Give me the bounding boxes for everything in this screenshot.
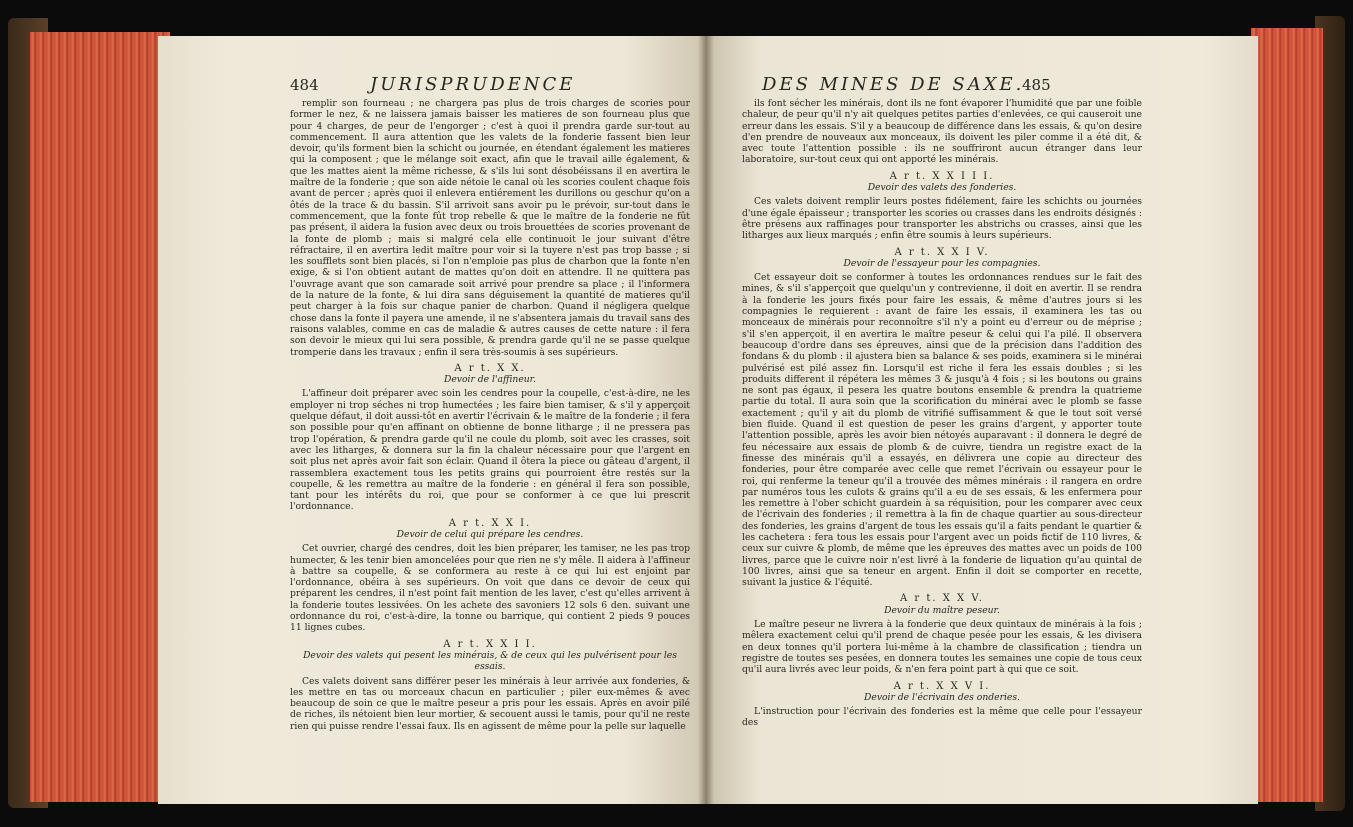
paragraph: Le maître peseur ne livrera à la fonderie que deux quintaux de minérais à la fois ; mêlera exactement celui qu'il prend de chaque pesée pour les essais, & les divisera en deux tonnes qu'il portera lui-même à la chambre de classification ; tiendra un registre de toutes ses pesées, en donnera toutes les semaines une copie de tous ceux qu'il aura livrés avec leur poids, & n'en fera point part à qui que ce soit. [742,619,1142,676]
left-page-content [290,74,690,732]
article-title: Devoir du maître peseur. [884,604,1000,616]
paragraph: Ces valets doivent remplir leurs postes fidélement, faire les schichts ou journées d'une égale épaisseur ; transporter les scories ou crasses dans les endroits désignés : être présens aux raffinages pour transporter les abstrichs ou crasses, ainsi que les litharges aux lieux marqués ; enfin être soumis à leurs supérieurs. [742,196,1142,242]
left-page [158,36,706,804]
page-edges-right [1251,28,1323,802]
page-number: 485 [1022,76,1051,94]
article-heading: A r t. X X V. [900,593,984,605]
right-page-content [742,74,1142,729]
paragraph: Cet essayeur doit se conformer à toutes les ordonnances rendues sur le fait des mines, & s'il s'apperçoit que quelqu'un y contrevienne, il doit en avertir. Il se rendra à la fonderie les jours fixés pour faire les essais, & même d'autres jours si les compagnies le requierent : avant de faire les essais, il examinera les tas ou monceaux de minérais pour reconnoître s'il n'y a point eu d'erreur ou de méprise ; s'il s'en apperçoit, il en avertira le maître peseur & celui qui l'a pilé. Il observera beaucoup d'ordre dans ses épreuves, ainsi que de la précision dans l'addition des fondans & du plomb : il ajustera bien sa balance & ses poids, examinera si le minérai pulvérisé est pilé assez fin. Lorsqu'il est riche il fera les essais doubles ; si les produits different il répétera les mêmes 3 & jusqu'à 4 fois ; si les boutons ou grains ne sont pas égaux, il pesera les quatre boutons ensemble & prendra la quatrieme partie du total. Il aura soin que la scorification du minérai avec le plomb se fasse exactement ; qu'il y ait du plomb de vitrifié suffisamment & que le tout soit versé bien fluide. Quand il est question de peser les grains d'argent, y apporter toute l'attention possible, après les avoir bien nétoyés auparavant : il donnera le degré de feu nécessaire aux essais de plomb & de cuivre, tiendra un registre exact de la finesse des minérais qu'il a essayés, en délivrera une copie au directeur des fonderies, pour être comparée avec celle que remet l'écrivain ou essayeur pour le roi, qui renferme la teneur qu'il a trouvée des mêmes minérais : il rangera en ordre par numéros tous les culots & grains qu'il a eu de ses essais, & les enfermera pour les remettre à l'ober schicht guardein à sa réquisition, pour les comparer avec ceux de l'écrivain des fonderies ; il remettra à la fin de chaque quartier au sous-directeur des fonderies, les grains d'argent de tous les essais qu'il a faits pendant le quartier & les cachetera : fera tous les essais pour l'argent avec un poids fictif de 110 livres, & ceux sur cuivre & plomb, de même que les épreuves des mattes avec un poids de 100 livres, parce que le cuivre noir n'est livré à la fonderie de liquation qu'au quintal de 100 livres, ainsi que sa teneur en argent. Enfin il doit se comporter en recette, suivant la justice & l'équité. [742,272,1142,589]
paragraph: L'affineur doit préparer avec soin les cendres pour la coupelle, c'est-à-dire, ne les employer ni trop séches ni trop humectées ; les faire bien tamiser, & s'il y apperçoit quelque défaut, il doit aussi-tôt en avertir l'écrivain & le maître de la fonderie ; il fera son possible pour qu'en affinant on obtienne de bonne litharge ; il ne pressera pas trop l'opération, & prendra garde qu'il ne coule du plomb, soit avec les crasses, soit avec les litharges, & donnera sur la fin la chaleur nécessaire pour que l'argent en soit plus net après avoir fait son éclair. Quand il ôtera la piece ou gâteau d'argent, il rassemblera exactement tous les petits grains qui pourroient être restés sur la coupelle, & les remettra au maître de la fonderie : en général il fera son possible, tant pour les intérêts du roi, que pour se conformer à ce que lui prescrit l'ordonnance. [290,388,690,513]
book-gutter [698,36,714,804]
paragraph: remplir son fourneau ; ne chargera pas plus de trois charges de scories pour former le nez, & ne laissera jamais baisser les matieres de son fourneau plus que pour 4 charges, de peur de l'engorger ; c'est à quoi il prendra garde sur-tout au commencement. Il aura attention que les valets de la fonderie fassent bien leur devoir, qu'ils forment bien la schicht ou journée, en étendant également les matieres qui la composent ; que le mélange soit exact, afin que le travail aille également, & que les mattes aient la même richesse, & s'ils lui sont désobéissans il en avertira le maître de la fonderie ; que son aide nétoie le canal où les scories coulent chaque fois avant de percer ; après quoi il enlevera entiérement les durillons ou geschur qu'on a ôtés de la trace & du bassin. S'il arrivoit sans avoir pu le prévoir, sur-tout dans le commencement, que la fonte fût trop rebelle & que le maître de la fonderie ne fût pas présent, il aidera la fusion avec deux ou trois brouettées de scories provenant de la fonte de plomb ; mais si malgré cela elle continuoit le jour suivant d'être réfractaire, il en avertira ledit maître pour voir si la tuyere n'est pas trop basse ; si les soufflets sont bien placés, si l'on n'emploie pas plus de charbon que la fonte n'en exige, & si l'on obtient autant de mattes qu'on doit en attendre. Il ne quittera pas l'ouvrage avant que son camarade soit arrivé pour prendre sa place ; il l'informera de la nature de la fonte, & lui dira sans déguisement la quantité de matieres qu'il peut charger à la fois sur chaque panier de charbon. Quand il négligera quelque chose dans la fonte il payera une amende, il ne s'absentera jamais du travail sans des raisons valables, comme en cas de maladie & autres causes de cette nature : il fera son devoir le mieux qui lui sera possible, & prendra garde qu'il ne se passe quelque tromperie dans les travaux ; enfin il sera très-soumis à ses supérieurs. [290,98,690,358]
article-title: Devoir de l'essayeur pour les compagnies. [843,257,1041,269]
running-title: JURISPRUDENCE [370,74,576,95]
article-title: Devoir des valets qui pesent les minérais, & de ceux qui les pulvérisent pour les essais. [303,649,677,673]
paragraph: ils font sécher les minérais, dont ils ne font évaporer l'humidité que par une foible chaleur, de peur qu'il n'y ait quelques petites parties d'enlevées, ce qui causeroit une erreur dans les essais. S'il y a beaucoup de différence dans les essais, & qu'on desire d'en prendre de nouveaux aux monceaux, ils doivent les piler comme il a été dit, & avec toute l'attention possible : ils ne souffriront aucun étranger dans leur laboratoire, sur-tout ceux qui ont apporté les minérais. [742,98,1142,166]
left-running-head [290,74,690,98]
paragraph: Cet ouvrier, chargé des cendres, doit les bien préparer, les tamiser, ne les pas trop humecter, & les tenir bien amoncelées pour que rien ne s'y mêle. Il aidera à l'affineur à battre sa coupelle, & se conformera au reste à ce qui lui est enjoint par l'ordonnance, obéira à ses supérieurs. On voit que dans ce devoir de ceux qui préparent les cendres, il n'est point fait mention de les laver, c'est qu'elles arrivent à la fonderie toutes lessivées. On les achete des savoniers 12 sols 6 den. suivant une ordonnance du roi, c'est-à-dire, la tonne ou barrique, qui contient 2 pieds 9 pouces 11 lignes cubes. [290,543,690,634]
page-number: 484 [290,76,319,94]
article-heading: A r t. X X I I I. [889,170,995,182]
right-page [706,36,1258,804]
open-book [8,14,1345,814]
article-title: Devoir des valets des fonderies. [867,182,1017,194]
article-heading: A r t. X X I. [448,517,532,529]
article-heading: A r t. X X I I. [443,638,537,650]
article-title: Devoir de l'affineur. [444,374,536,386]
article-heading: A r t. X X. [454,362,526,374]
article-title: Devoir de l'écrivain des onderies. [864,691,1020,703]
paragraph: Ces valets doivent sans différer peser les minérais à leur arrivée aux fonderies, & les mettre en tas ou morceaux chacun en particulier ; piler eux-mêmes & avec beaucoup de soin ce que le maître peseur a pris pour les essais. Après en avoir pilé de riches, ils nétoient bien leur mortier, & secouent aussi le tamis, pour qu'il ne reste rien qui puisse rendre l'essai faux. Ils en agissent de même pour la pelle sur laquelle [290,675,690,732]
running-title: DES MINES DE SAXE. [762,74,1025,95]
paragraph: L'instruction pour l'écrivain des fonderies est la même que celle pour l'essayeur des [742,706,1142,729]
right-running-head [742,74,1142,98]
article-title: Devoir de celui qui prépare les cendres. [396,528,584,540]
article-heading: A r t. X X V I. [893,680,991,692]
page-edges-left [30,32,170,802]
article-heading: A r t. X X I V. [894,246,990,258]
